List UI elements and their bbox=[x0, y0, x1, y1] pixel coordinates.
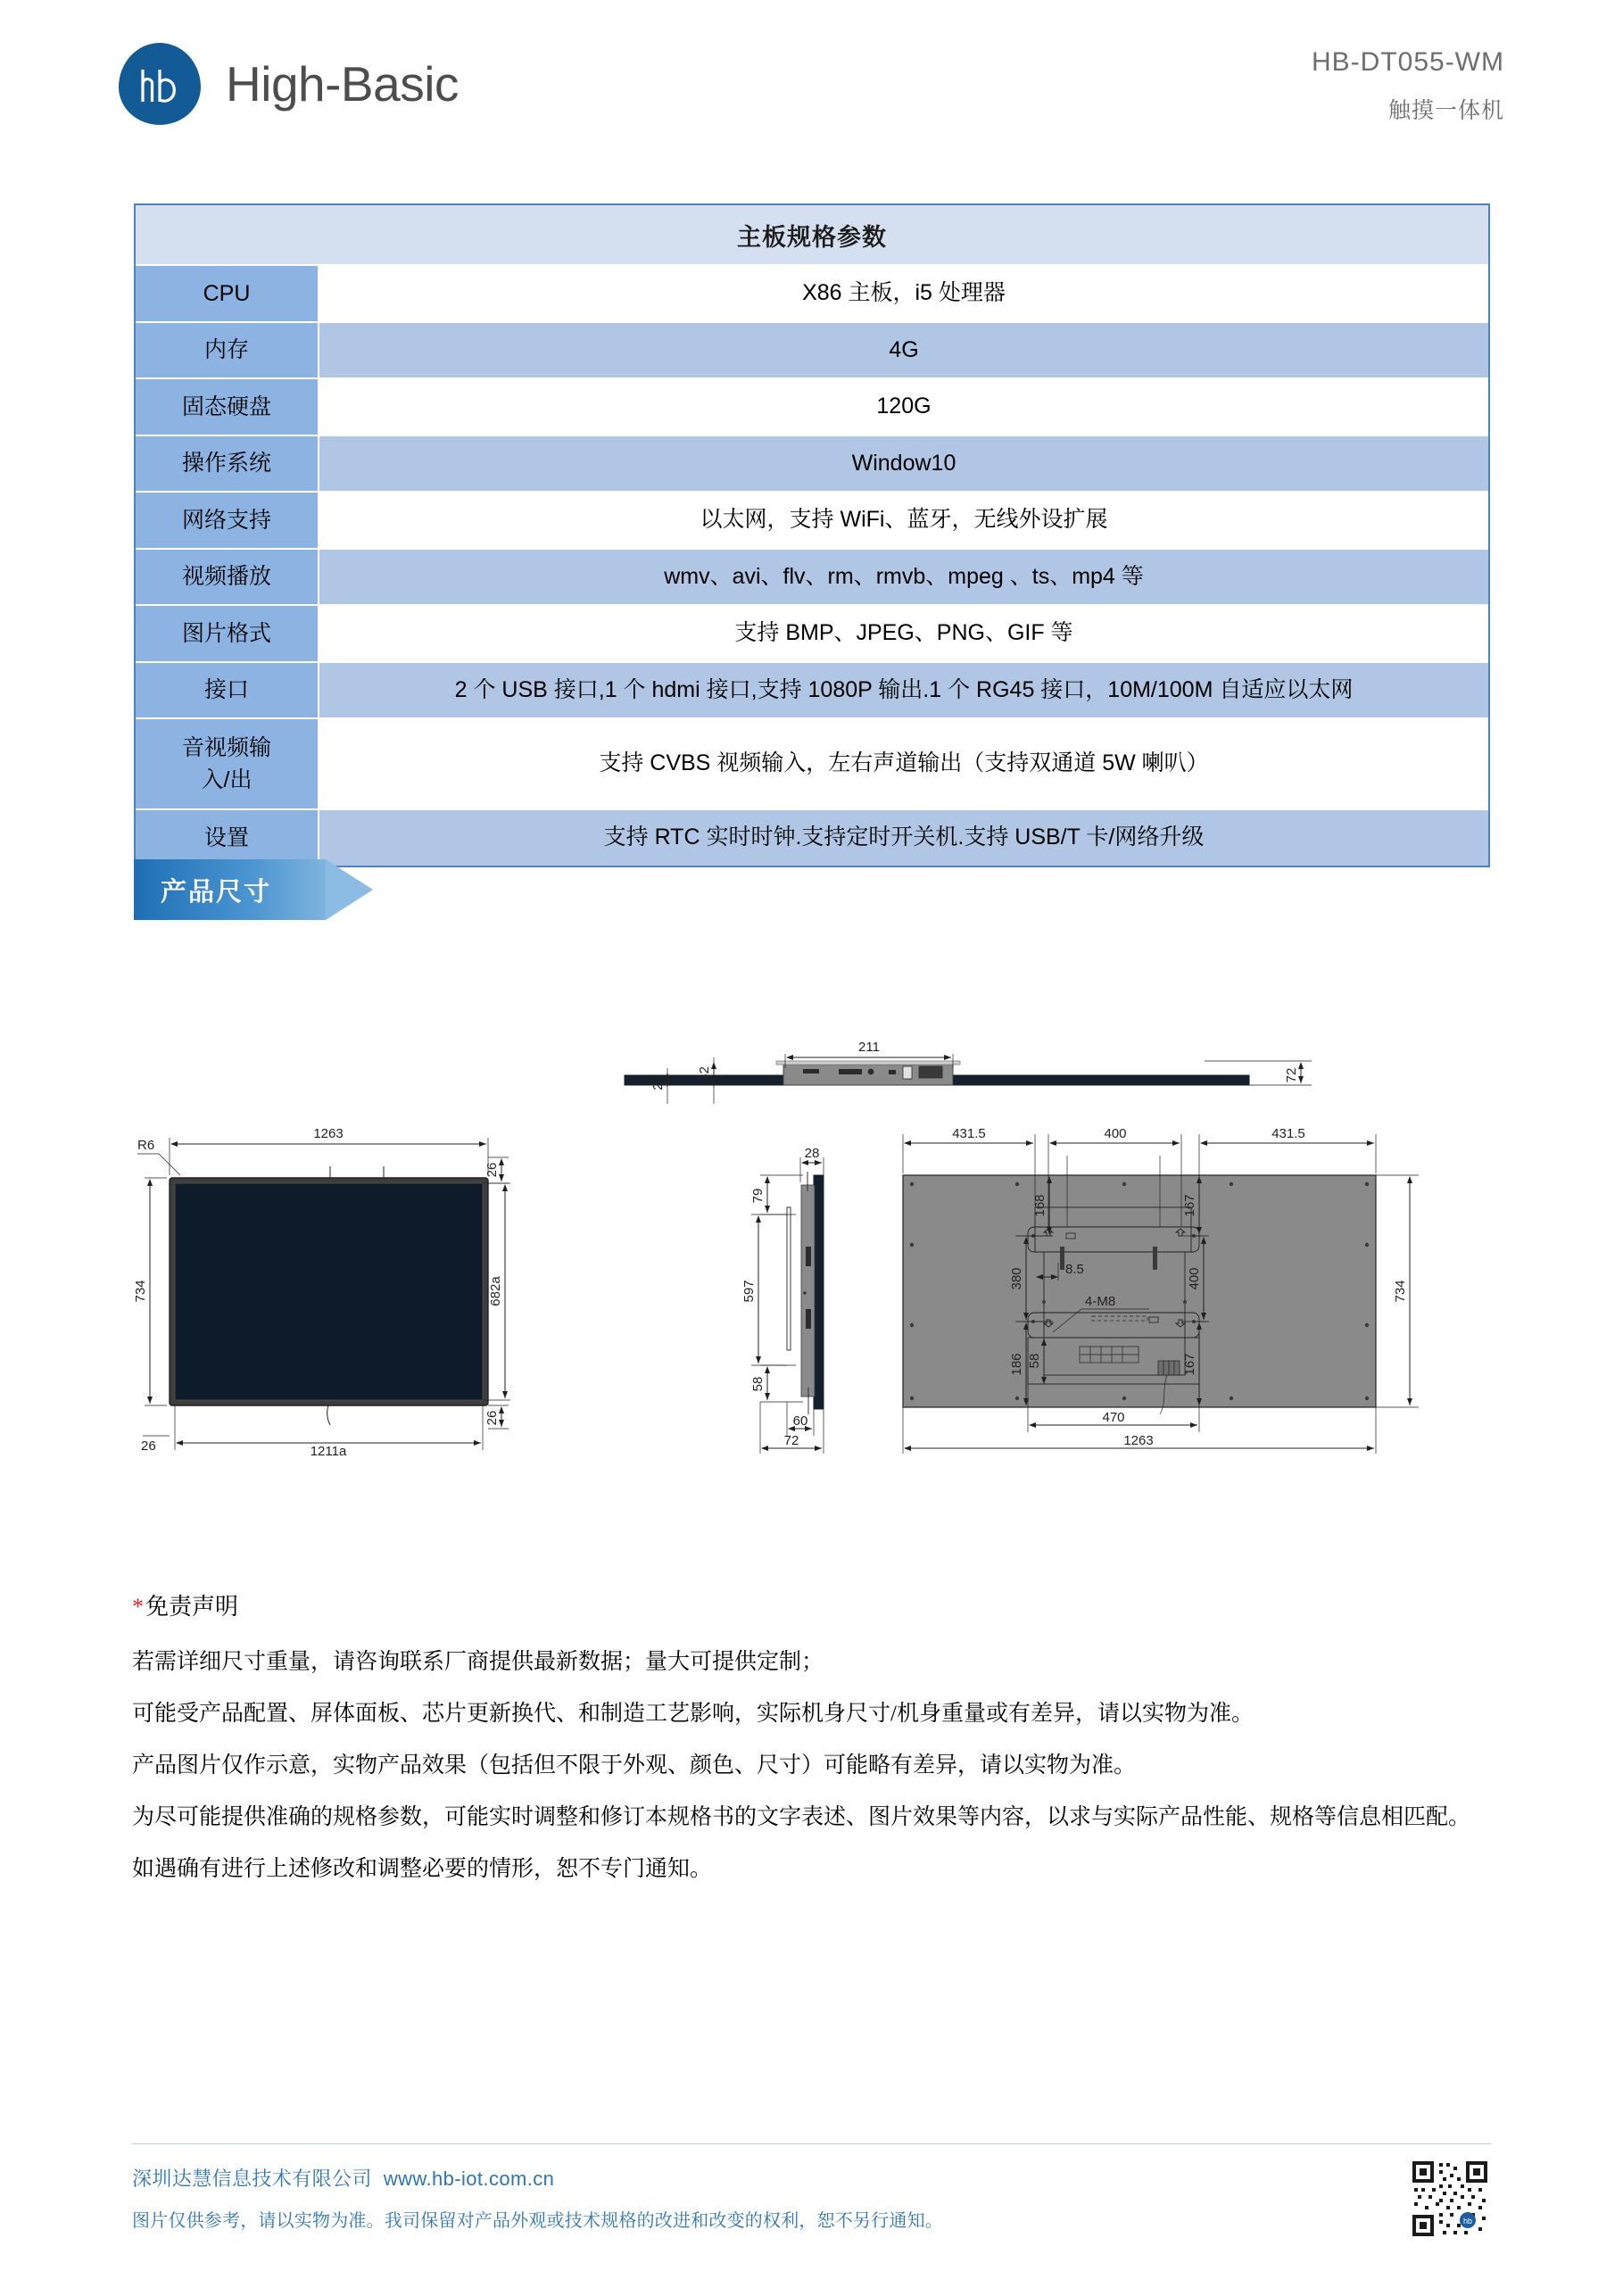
spec-value: 以太网，支持 WiFi、蓝牙，无线外设扩展 bbox=[318, 491, 1488, 548]
disclaimer-paragraph: 若需详细尺寸重量，请咨询联系厂商提供最新数据；量大可提供定制； bbox=[132, 1650, 824, 1674]
brand-logo bbox=[119, 43, 459, 125]
dim-side-60: 60 bbox=[792, 1413, 808, 1429]
table-row bbox=[136, 661, 1488, 718]
spec-value: Window10 bbox=[318, 435, 1488, 492]
spec-label: CPU bbox=[136, 264, 318, 321]
drawing-top-view bbox=[625, 1040, 1312, 1104]
hb-monogram-icon bbox=[119, 43, 201, 125]
spec-label: 网络支持 bbox=[136, 491, 318, 548]
page-footer bbox=[132, 2164, 1491, 2232]
drawing-front-view bbox=[133, 1126, 510, 1459]
table-row bbox=[136, 264, 1488, 321]
spec-value: 4G bbox=[318, 321, 1488, 378]
spec-label: 操作系统 bbox=[136, 435, 318, 492]
dim-rear-8-5: 8.5 bbox=[1065, 1262, 1084, 1277]
table-row bbox=[136, 808, 1488, 866]
dim-front-26-bottom: 26 bbox=[484, 1410, 500, 1426]
dim-side-79: 79 bbox=[750, 1188, 766, 1204]
spec-value: wmv、avi、flv、rm、rmvb、mpeg 、ts、mp4 等 bbox=[318, 548, 1488, 605]
asterisk-icon: * bbox=[132, 1594, 144, 1620]
disclaimer-paragraph: 产品图片仅作示意，实物产品效果（包括但不限于外观、颜色、尺寸）可能略有差异，请以实物为准。 bbox=[132, 1753, 1137, 1778]
table-row bbox=[136, 491, 1488, 548]
model-code: HB-DT055-WM bbox=[1311, 47, 1504, 77]
table-title: 主板规格参数 bbox=[136, 205, 1488, 264]
dim-front-734: 734 bbox=[133, 1280, 148, 1303]
dim-rear-431-5-right: 431.5 bbox=[1271, 1126, 1305, 1141]
dim-top-211: 211 bbox=[858, 1040, 880, 1055]
header-model-block bbox=[1312, 46, 1504, 125]
dim-rear-431-5-left: 431.5 bbox=[952, 1126, 986, 1141]
model-subtitle: 触摸一体机 bbox=[1387, 98, 1504, 123]
dim-side-28: 28 bbox=[804, 1146, 820, 1161]
spec-label: 音视频输 入/出 bbox=[136, 717, 318, 808]
spec-label: 固态硬盘 bbox=[136, 377, 318, 435]
disclaimer-title bbox=[132, 1588, 1506, 1621]
spec-value: 支持 CVBS 视频输入，左右声道输出（支持双通道 5W 喇叭） bbox=[318, 717, 1488, 808]
dim-front-r6: R6 bbox=[137, 1138, 155, 1153]
table-row bbox=[136, 604, 1488, 661]
disclaimer-paragraph: 为尽可能提供准确的规格参数，可能实时调整和修订本规格书的文字表述、图片效果等内容，以求与实际产品性能、规格等信息相匹配。 bbox=[132, 1805, 1471, 1829]
spec-label: 图片格式 bbox=[136, 604, 318, 661]
dim-rear-470: 470 bbox=[1102, 1410, 1125, 1425]
drawing-rear-view bbox=[903, 1126, 1419, 1454]
dim-top-28: 28 bbox=[650, 1075, 666, 1090]
spec-value: 支持 BMP、JPEG、PNG、GIF 等 bbox=[318, 604, 1488, 661]
dim-rear-186: 186 bbox=[1009, 1353, 1024, 1376]
footer-company-line bbox=[132, 2164, 1491, 2192]
dim-rear-58: 58 bbox=[1027, 1353, 1042, 1369]
dim-front-682a: 682a bbox=[488, 1276, 503, 1306]
section-banner-dimensions bbox=[134, 859, 384, 920]
dim-side-72: 72 bbox=[783, 1433, 799, 1448]
dim-side-58: 58 bbox=[750, 1376, 766, 1392]
footer-note: 图片仅供参考，请以实物为准。我司保留对产品外观或技术规格的改进和改变的权利，恕不另行通知。 bbox=[132, 2211, 943, 2231]
dim-rear-400-right: 400 bbox=[1187, 1267, 1202, 1290]
spec-label: 视频播放 bbox=[136, 548, 318, 605]
dim-rear-734: 734 bbox=[1393, 1280, 1408, 1303]
table-row bbox=[136, 435, 1488, 492]
specification-table bbox=[134, 203, 1490, 867]
spec-label: 接口 bbox=[136, 661, 318, 718]
dim-rear-400-top: 400 bbox=[1104, 1126, 1127, 1141]
footer-company: 深圳达慧信息技术有限公司 bbox=[132, 2168, 372, 2190]
spec-label: 设置 bbox=[136, 808, 318, 866]
dim-top-32: 32 bbox=[697, 1066, 712, 1082]
spec-label: 内存 bbox=[136, 321, 318, 378]
disclaimer-title-text: 免责声明 bbox=[145, 1594, 239, 1620]
disclaimer-section bbox=[132, 1588, 1506, 1900]
spec-value: 2 个 USB 接口,1 个 hdmi 接口,支持 1080P 输出.1 个 RG45 接口，10M/100M 自适应以太网 bbox=[318, 661, 1488, 718]
spec-value: 支持 RTC 实时时钟.支持定时开关机.支持 USB/T 卡/网络升级 bbox=[318, 808, 1488, 866]
banner-arrow-icon bbox=[326, 859, 373, 920]
dim-front-26-top: 26 bbox=[484, 1162, 500, 1178]
spec-value: 120G bbox=[318, 377, 1488, 435]
dim-rear-1263: 1263 bbox=[1123, 1433, 1154, 1448]
disclaimer-paragraph: 如遇确有进行上述修改和调整必要的情形，恕不专门通知。 bbox=[132, 1857, 713, 1881]
dim-front-1211a: 1211a bbox=[310, 1444, 347, 1459]
drawing-side-view bbox=[741, 1146, 824, 1454]
section-title: 产品尺寸 bbox=[161, 877, 272, 907]
qr-code-icon bbox=[1409, 2158, 1491, 2240]
dim-rear-4-m8: 4-M8 bbox=[1085, 1294, 1116, 1309]
dim-front-1263: 1263 bbox=[313, 1126, 344, 1141]
table-title-row bbox=[136, 205, 1488, 264]
page-header bbox=[0, 0, 1623, 170]
disclaimer-paragraph: 可能受产品配置、屏体面板、芯片更新换代、和制造工艺影响，实际机身尺寸/机身重量或有差异，请以实物为准。 bbox=[132, 1702, 1254, 1726]
dim-top-72: 72 bbox=[1284, 1067, 1299, 1083]
dim-rear-380: 380 bbox=[1009, 1267, 1024, 1290]
dim-rear-168: 168 bbox=[1032, 1194, 1047, 1217]
footer-website[interactable]: www.hb-iot.com.cn bbox=[383, 2168, 555, 2190]
svg-text:hb: hb bbox=[1462, 2217, 1473, 2226]
footer-divider bbox=[132, 2143, 1491, 2144]
table-row bbox=[136, 377, 1488, 435]
dim-rear-167-bottom: 167 bbox=[1182, 1353, 1197, 1376]
dim-side-597: 597 bbox=[741, 1280, 757, 1303]
spec-value: X86 主板，i5 处理器 bbox=[318, 264, 1488, 321]
table-row bbox=[136, 717, 1488, 808]
brand-name: High-Basic bbox=[226, 55, 459, 112]
dim-rear-167-top: 167 bbox=[1182, 1194, 1197, 1217]
technical-drawings bbox=[125, 968, 1517, 1575]
dim-front-26-left: 26 bbox=[141, 1438, 156, 1454]
table-row bbox=[136, 548, 1488, 605]
table-row bbox=[136, 321, 1488, 378]
